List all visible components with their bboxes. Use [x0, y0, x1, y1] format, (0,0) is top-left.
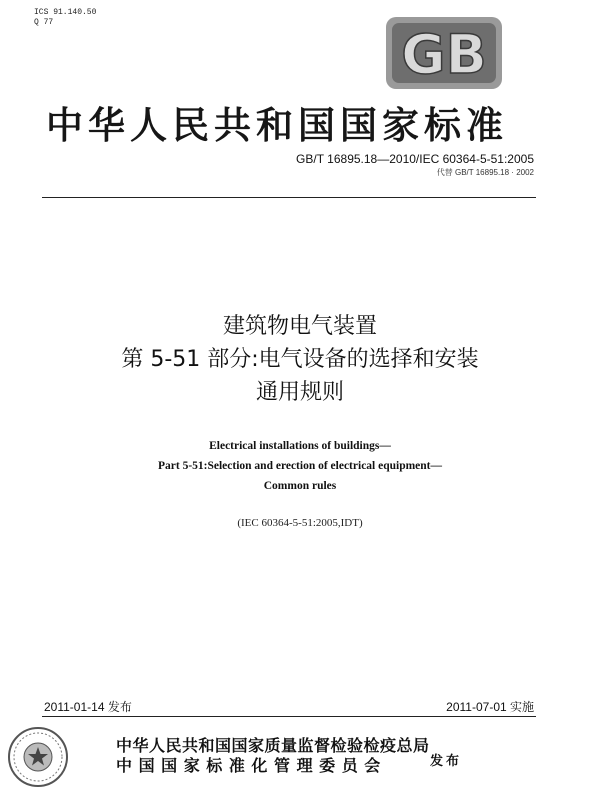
- footer-divider: [42, 716, 536, 717]
- national-standard-heading: 中华人民共和国国家标准: [46, 103, 508, 147]
- ics-code-block: [34, 8, 96, 28]
- ccs-code: Q 77: [34, 18, 54, 27]
- seal-icon: [6, 725, 70, 789]
- title-en-line1: Electrical installations of buildings—: [209, 440, 391, 452]
- title-cn-line2: 第 5-51 部分:电气设备的选择和安装: [121, 347, 479, 372]
- issue-date: 2011-01-14 发布: [44, 700, 132, 714]
- issue-word: 发布: [430, 754, 463, 769]
- title-en-line3: Common rules: [263, 480, 337, 492]
- gb-logo: [384, 15, 504, 91]
- replaces-note: 代替 GB/T 16895.18 · 2002: [436, 168, 534, 177]
- title-cn-line1: 建筑物电气装置: [222, 314, 377, 339]
- gb-logo-text: GB: [401, 23, 487, 86]
- header-divider: [42, 197, 536, 198]
- issuer-line1: 中华人民共和国国家质量监督检验检疫总局: [116, 736, 430, 755]
- ics-code: ICS 91.140.50: [34, 8, 97, 17]
- implementation-date: 2011-07-01 实施: [446, 700, 534, 714]
- issuer-line2: 中 国 国 家 标 准 化 管 理 委 员 会: [116, 756, 381, 775]
- adoption-note: (IEC 60364-5-51:2005,IDT): [237, 517, 363, 529]
- standard-number: GB/T 16895.18—2010/IEC 60364-5-51:2005: [296, 152, 534, 166]
- title-cn-line3: 通用规则: [255, 380, 344, 405]
- title-en-line2: Part 5-51:Selection and erection of electrical equipment—: [157, 460, 443, 472]
